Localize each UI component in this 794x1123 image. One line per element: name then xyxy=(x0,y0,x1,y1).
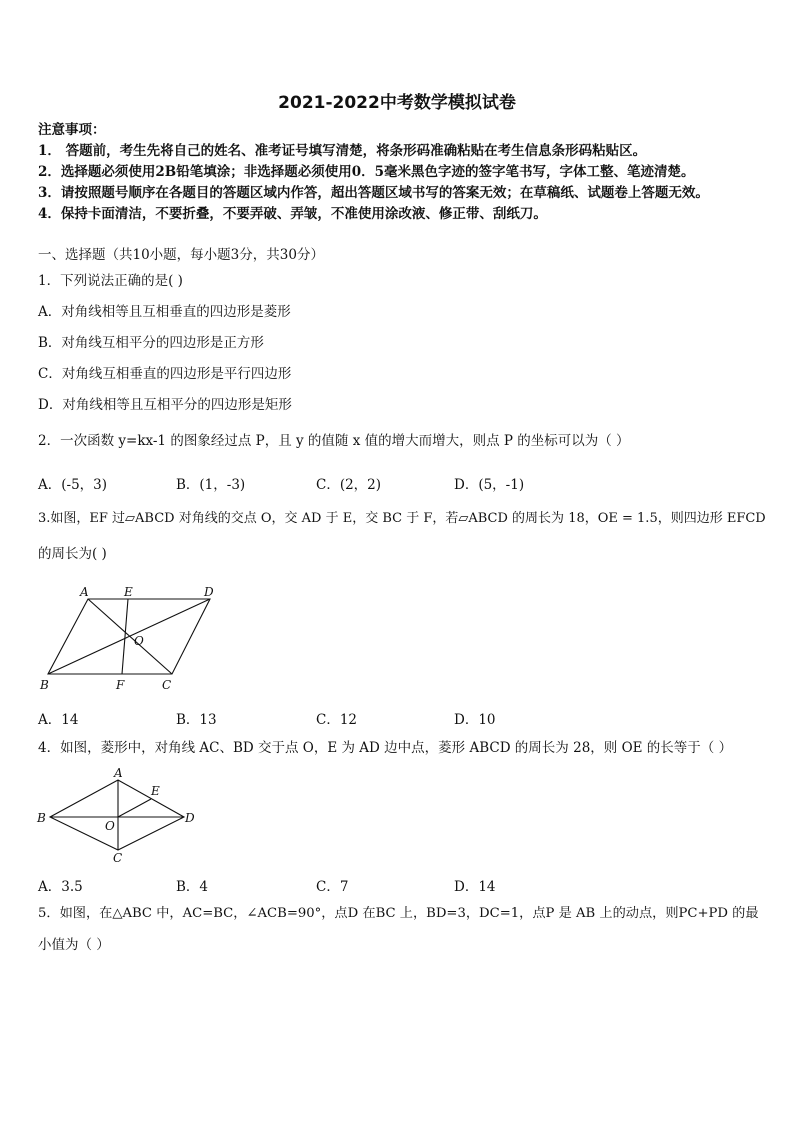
q2-option-d: D．(5，-1) xyxy=(454,477,525,493)
q4-stem: 4．如图，菱形中，对角线 AC、BD 交于点 O，E 为 AD 边中点，菱形 ABCD 的周长为 28，则 OE 的长等于（ ） xyxy=(38,740,733,756)
q3-options xyxy=(38,708,758,726)
q4-option-c: C．7 xyxy=(316,879,349,895)
q4-option-a: A．3.5 xyxy=(38,879,83,895)
q3-label-a: A xyxy=(80,585,89,599)
q2-option-b: B．(1，-3) xyxy=(176,477,246,493)
q3-parallelogram-figure xyxy=(36,583,226,693)
q3-label-b: B xyxy=(40,678,49,692)
q4-options xyxy=(38,875,758,893)
notice-item-3: 3．请按照题号顺序在各题目的答题区域内作答，超出答题区域书写的答案无效；在草稿纸、试题卷上答题无效。 xyxy=(38,185,709,201)
q2-option-a: A．(-5，3) xyxy=(38,477,108,493)
notice-item-2: 2．选择题必须使用2B铅笔填涂；非选择题必须使用0．5毫米黑色字迹的签字笔书写，字体工整、笔迹清楚。 xyxy=(38,164,695,180)
q4-label-c: C xyxy=(113,851,123,864)
q1-option-c: C．对角线互相垂直的四边形是平行四边形 xyxy=(38,366,292,382)
q2-stem: 2．一次函数 y=kx-1 的图象经过点 P，且 y 的值随 x 值的增大而增大，则点 P 的坐标可以为（ ） xyxy=(38,433,630,449)
notice-item-1: 1． 答题前，考生先将自己的姓名、准考证号填写清楚，将条形码准确粘贴在考生信息条形码粘贴区。 xyxy=(38,143,647,159)
q1-option-a: A．对角线相等且互相垂直的四边形是菱形 xyxy=(38,304,291,320)
q3-option-b: B．13 xyxy=(176,712,217,728)
q4-label-a: A xyxy=(114,766,123,780)
q4-label-b: B xyxy=(37,811,46,825)
page-title: 2021-2022中考数学模拟试卷 xyxy=(278,93,516,113)
q3-option-d: D．10 xyxy=(454,712,496,728)
q3-diagonal-bd xyxy=(48,599,210,674)
q5-stem-line2: 小值为（ ） xyxy=(38,937,110,953)
q1-option-d: D．对角线相等且互相平分的四边形是矩形 xyxy=(38,397,292,413)
q4-option-d: D．14 xyxy=(454,879,496,895)
q3-stem-line1: 3.如图，EF 过▱ABCD 对角线的交点 O，交 AD 于 E，交 BC 于 F，若▱ABCD 的周长为 18，OE = 1.5，则四边形 EFCD xyxy=(38,511,766,526)
q4-label-d: D xyxy=(185,811,195,825)
q4-rhombus xyxy=(50,780,184,850)
q3-label-f: F xyxy=(116,678,125,692)
q3-label-c: C xyxy=(162,678,172,692)
q3-label-e: E xyxy=(124,585,133,599)
q4-option-b: B．4 xyxy=(176,879,209,895)
q2-options xyxy=(38,473,758,491)
notice-heading: 注意事项： xyxy=(38,122,106,138)
q4-segment-oe xyxy=(118,799,151,817)
q4-label-o: O xyxy=(105,819,115,833)
q1-option-b: B．对角线互相平分的四边形是正方形 xyxy=(38,335,264,351)
q1-stem: 1．下列说法正确的是( ) xyxy=(38,273,183,289)
q4-rhombus-figure xyxy=(34,764,204,864)
section-heading: 一、选择题（共10小题，每小题3分，共30分） xyxy=(38,247,324,263)
q3-option-c: C．12 xyxy=(316,712,358,728)
q2-option-c: C．(2，2) xyxy=(316,477,382,493)
q3-stem-line2: 的周长为( ) xyxy=(38,546,107,562)
q3-label-o: O xyxy=(134,634,144,648)
q3-segment-ef xyxy=(122,599,128,674)
q4-label-e: E xyxy=(151,784,160,798)
notice-item-4: 4．保持卡面清洁，不要折叠，不要弄破、弄皱，不准使用涂改液、修正带、刮纸刀。 xyxy=(38,206,547,222)
q5-stem-line1: 5．如图，在△ABC 中，AC=BC，∠ACB=90°，点D 在BC 上，BD=3，DC=1，点P 是 AB 上的动点，则PC+PD 的最 xyxy=(38,906,759,921)
q3-option-a: A．14 xyxy=(38,712,79,728)
q3-label-d: D xyxy=(204,585,214,599)
